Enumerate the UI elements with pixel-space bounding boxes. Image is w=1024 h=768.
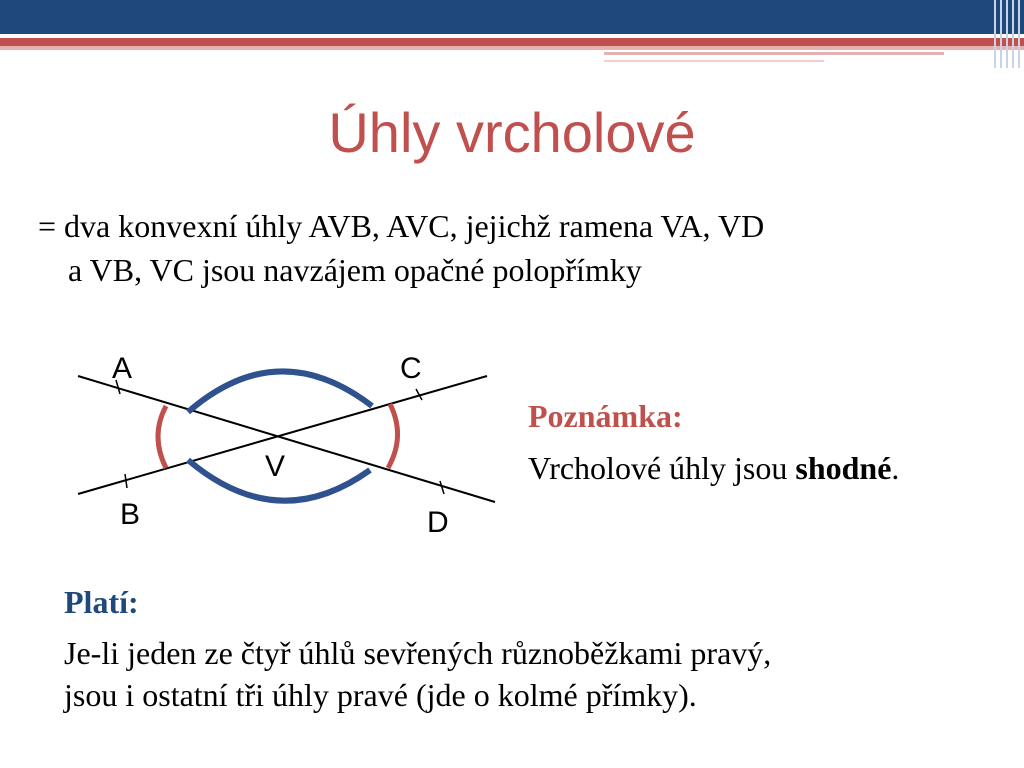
- label-a: A: [112, 352, 133, 385]
- label-b: B: [120, 498, 141, 531]
- definition-line-1: = dva konvexní úhly AVB, AVC, jejichž ramena VA, VD: [38, 208, 765, 244]
- note-text-start: Vrcholové úhly jsou: [528, 450, 796, 486]
- tick-d: [440, 481, 444, 494]
- note-text-end: .: [891, 450, 900, 486]
- header-accent-line-light: [0, 46, 1024, 50]
- arc-left: [158, 406, 166, 468]
- arc-top: [188, 371, 372, 412]
- rule-line-2: jsou i ostatní tři úhly pravé (jde o kolmé přímky).: [64, 677, 697, 713]
- vertical-angles-diagram: [60, 340, 510, 540]
- rule-heading: Platí:: [64, 584, 139, 620]
- header-stripes: [990, 0, 1024, 68]
- note-heading: Poznámka:: [528, 398, 683, 434]
- slide-title: Úhly vrcholové: [328, 101, 696, 164]
- label-v: V: [265, 450, 286, 483]
- label-d: D: [427, 506, 449, 539]
- tick-b: [125, 474, 127, 488]
- header-accent-line-short: [604, 52, 944, 55]
- note-text-bold: shodné: [795, 450, 892, 486]
- header-bar: [0, 0, 1024, 34]
- header-accent-line: [0, 38, 1024, 46]
- rule-line-1: Je-li jeden ze čtyř úhlů sevřených různoběžkami pravý,: [64, 635, 772, 671]
- header-accent-line-shorter: [604, 60, 824, 62]
- label-c: C: [400, 352, 422, 385]
- rule-text: [64, 632, 994, 716]
- note-text: [528, 450, 899, 487]
- line-ad: [78, 376, 495, 502]
- definition-text: [38, 204, 978, 292]
- arc-right: [388, 404, 398, 468]
- definition-line-2: a VB, VC jsou navzájem opačné polopřímky: [68, 252, 642, 288]
